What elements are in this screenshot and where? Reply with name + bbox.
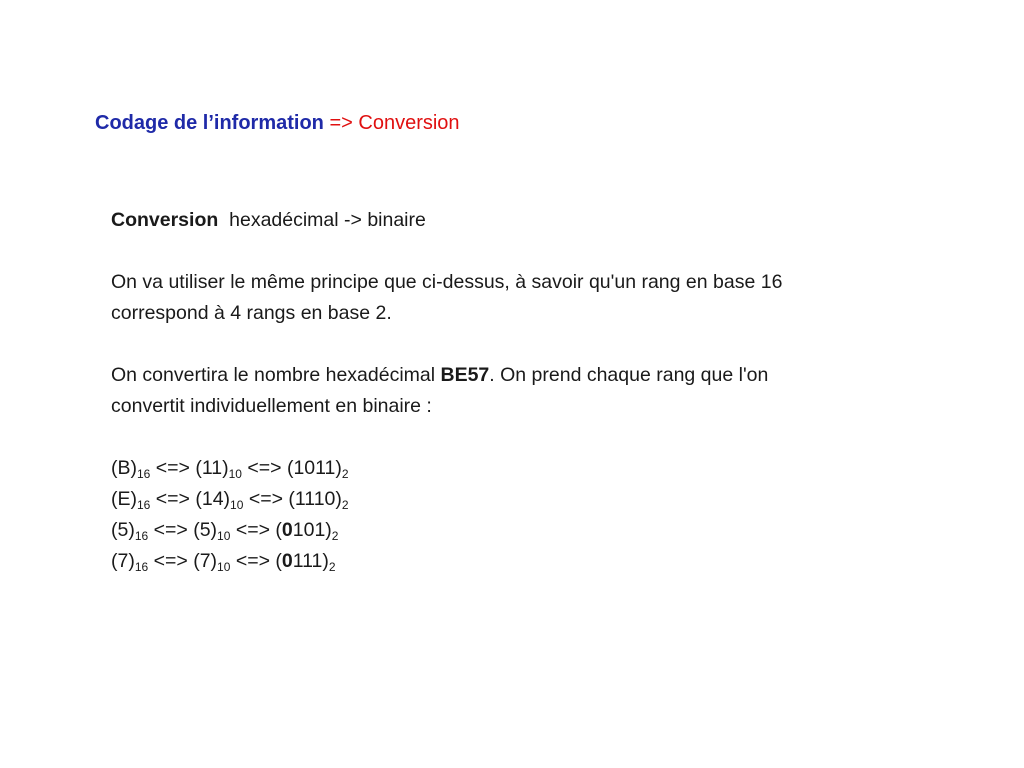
- dec-value: (7): [193, 550, 218, 572]
- paragraph-example-line2: convertit individuellement en binaire :: [111, 395, 432, 417]
- bin-value: 101): [292, 519, 332, 541]
- bin-padding-zero: 0: [281, 550, 293, 572]
- paragraph-example: [111, 360, 931, 422]
- equivalence-sign: <=>: [150, 457, 196, 479]
- spacer: [111, 236, 931, 267]
- equivalence-sign: <=>: [230, 519, 276, 541]
- hex-number: BE57: [440, 364, 490, 386]
- paragraph-principle-line2: correspond à 4 rangs en base 2.: [111, 302, 392, 324]
- bin-open-paren: (: [286, 457, 294, 479]
- section-heading: Conversion: [111, 209, 219, 231]
- hex-base: 16: [137, 467, 151, 481]
- conversion-line-e: [111, 484, 931, 515]
- conversion-line-b: [111, 453, 931, 484]
- title-main: Codage de l’information: [95, 112, 324, 134]
- hex-base: 16: [134, 529, 149, 543]
- equivalence-sign: <=>: [230, 550, 276, 572]
- conversion-list: [111, 453, 931, 577]
- bin-base: 2: [341, 498, 349, 512]
- bin-base: 2: [331, 529, 339, 543]
- conversion-line-5: [111, 515, 931, 546]
- equivalence-sign: <=>: [241, 457, 287, 479]
- section-heading-line: [111, 205, 931, 236]
- equivalence-sign: <=>: [148, 550, 194, 572]
- equivalence-sign: <=>: [148, 519, 194, 541]
- hex-base: 16: [134, 560, 149, 574]
- paragraph-example-before: On convertira le nombre hexadécimal: [111, 364, 441, 386]
- paragraph-principle: [111, 267, 931, 329]
- bin-open-paren: (: [275, 519, 282, 541]
- bin-open-paren: (: [288, 488, 295, 510]
- equivalence-sign: <=>: [150, 488, 196, 510]
- bin-open-paren: (: [275, 550, 282, 572]
- spacer: [111, 329, 931, 360]
- section-heading-rest: hexadécimal -> binaire: [229, 209, 426, 231]
- dec-value: (5): [193, 519, 218, 541]
- dec-value: (11): [195, 457, 229, 479]
- dec-base: 10: [217, 560, 231, 574]
- bin-base: 2: [341, 467, 349, 481]
- title-sub: => Conversion: [329, 112, 460, 134]
- hex-value: (E): [111, 488, 137, 510]
- equivalence-sign: <=>: [243, 488, 289, 510]
- conversion-line-7: [111, 546, 931, 577]
- spacer: [111, 422, 931, 453]
- hex-value: (5): [111, 519, 135, 541]
- bin-value: 1110): [294, 488, 342, 510]
- bin-padding-zero: 0: [281, 519, 293, 541]
- dec-base: 10: [217, 529, 231, 543]
- slide-content: [111, 205, 931, 577]
- dec-value: (14): [195, 488, 231, 510]
- hex-value: (B): [111, 457, 137, 479]
- bin-value: 1011): [293, 457, 342, 479]
- dec-base: 10: [230, 498, 244, 512]
- hex-value: (7): [111, 550, 135, 572]
- paragraph-principle-line1: On va utiliser le même principe que ci-dessus, à savoir qu'un rang en base 16: [111, 271, 783, 293]
- paragraph-example-after: . On prend chaque rang que l'on: [489, 364, 769, 386]
- slide-title: [95, 110, 460, 136]
- dec-base: 10: [228, 467, 242, 481]
- bin-value: 111): [292, 550, 329, 572]
- bin-base: 2: [328, 560, 336, 574]
- hex-base: 16: [137, 498, 151, 512]
